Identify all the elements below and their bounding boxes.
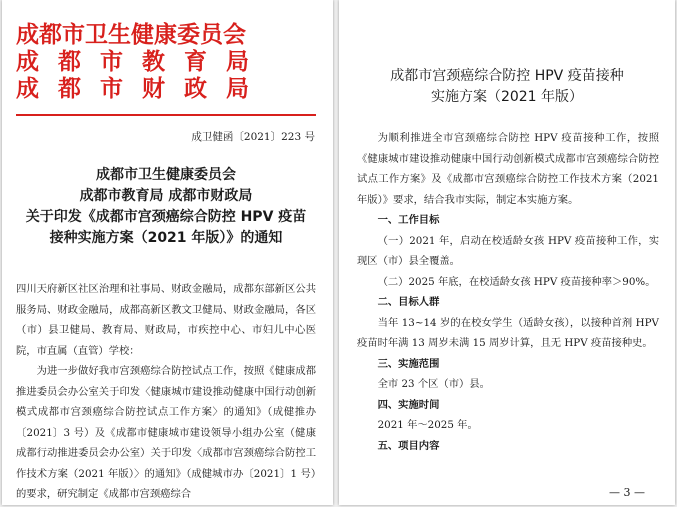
- plan-title-line-2: 实施方案（2021 年版）: [430, 89, 584, 105]
- document-number: 成卫健函〔2021〕223 号: [191, 131, 315, 143]
- recipients-paragraph: 四川天府新区社区治理和社事局、财政金融局，成都东部新区公共服务局、财政金融局，成都高新区教文卫健局、财政金融局，各区（市）县卫健局、教育局、财政局，市疾控中心、市妇儿中心医院，市直属（直管）学校：: [16, 283, 316, 357]
- red-header-line-2: 成都市教育局: [16, 49, 268, 75]
- section-heading-target-group: 二、目标人群: [377, 296, 440, 308]
- section-heading-goals: 一、工作目标: [377, 214, 440, 226]
- red-header-line-1: 成都市卫生健康委员会: [16, 22, 246, 48]
- plan-title-line-1: 成都市宫颈癌综合防控 HPV 疫苗接种: [390, 68, 624, 84]
- red-header: [16, 22, 316, 103]
- goal-item-2: （二）2025 年底，在校适龄女孩 HPV 疫苗接种率＞90%。: [377, 275, 656, 288]
- red-header-line-3: 成都市财政局: [16, 76, 268, 102]
- goal-item-1: （一）2021 年，启动在校适龄女孩 HPV 疫苗接种工作，实现区（市）县全覆盖。: [357, 234, 659, 267]
- scope-paragraph: 全市 23 个区（市）县。: [377, 378, 490, 390]
- left-page: [2, 0, 333, 505]
- section-heading-scope: 三、实施范围: [377, 357, 440, 370]
- section-heading-schedule: 四、实施时间: [377, 398, 440, 411]
- notice-title: [16, 165, 316, 249]
- target-group-paragraph: 当年 13~14 岁的在校女学生（适龄女孩），以接种首剂 HPV 疫苗时年满 13 周岁未满 15 周岁计算，且无 HPV 疫苗接种史。: [357, 316, 659, 349]
- notice-title-line-1: 成都市卫生健康委员会: [96, 167, 236, 183]
- page-number: — 3 —: [609, 486, 645, 499]
- schedule-paragraph: 2021 年～2025 年。: [377, 419, 478, 431]
- right-page: [339, 0, 675, 505]
- notice-title-line-3: 关于印发《成都市宫颈癌综合防控 HPV 疫苗: [25, 209, 307, 225]
- plan-body: [357, 128, 659, 456]
- notice-paragraph: 为进一步做好我市宫颈癌综合防控试点工作，按照《健康成都推进委员会办公室关于印发〈健康城市建设推动健康中国行动创新模式成都市宫颈癌综合防控试点工作方案〉的通知》（成健推办〔2021〕3 号）及《成都市健康城市建设领导小组办公室（健康成都行动推进委员会办公室）关于印发〈成都市宫颈癌综合防控工作技术方案（2021 年版）〉的通知》（成健城市办〔2021〕1 号）的要求，研究制定《成都市宫颈癌综合: [16, 365, 316, 500]
- intro-paragraph: 为顺利推进全市宫颈癌综合防控 HPV 疫苗接种工作，按照《健康城市建设推动健康中国行动创新模式成都市宫颈癌综合防控试点工作方案》及《成都市宫颈癌综合防控工作技术方案（2021 年版）》要求，结合我市实际，制定本实施方案。: [357, 132, 659, 206]
- section-heading-content: 五、项目内容: [377, 439, 440, 452]
- red-divider: [16, 114, 316, 116]
- notice-body: [16, 279, 316, 505]
- notice-title-line-2: 成都市教育局 成都市财政局: [79, 188, 253, 204]
- notice-title-line-4: 接种实施方案（2021 年版）》的通知: [49, 230, 283, 246]
- plan-title: [339, 66, 675, 108]
